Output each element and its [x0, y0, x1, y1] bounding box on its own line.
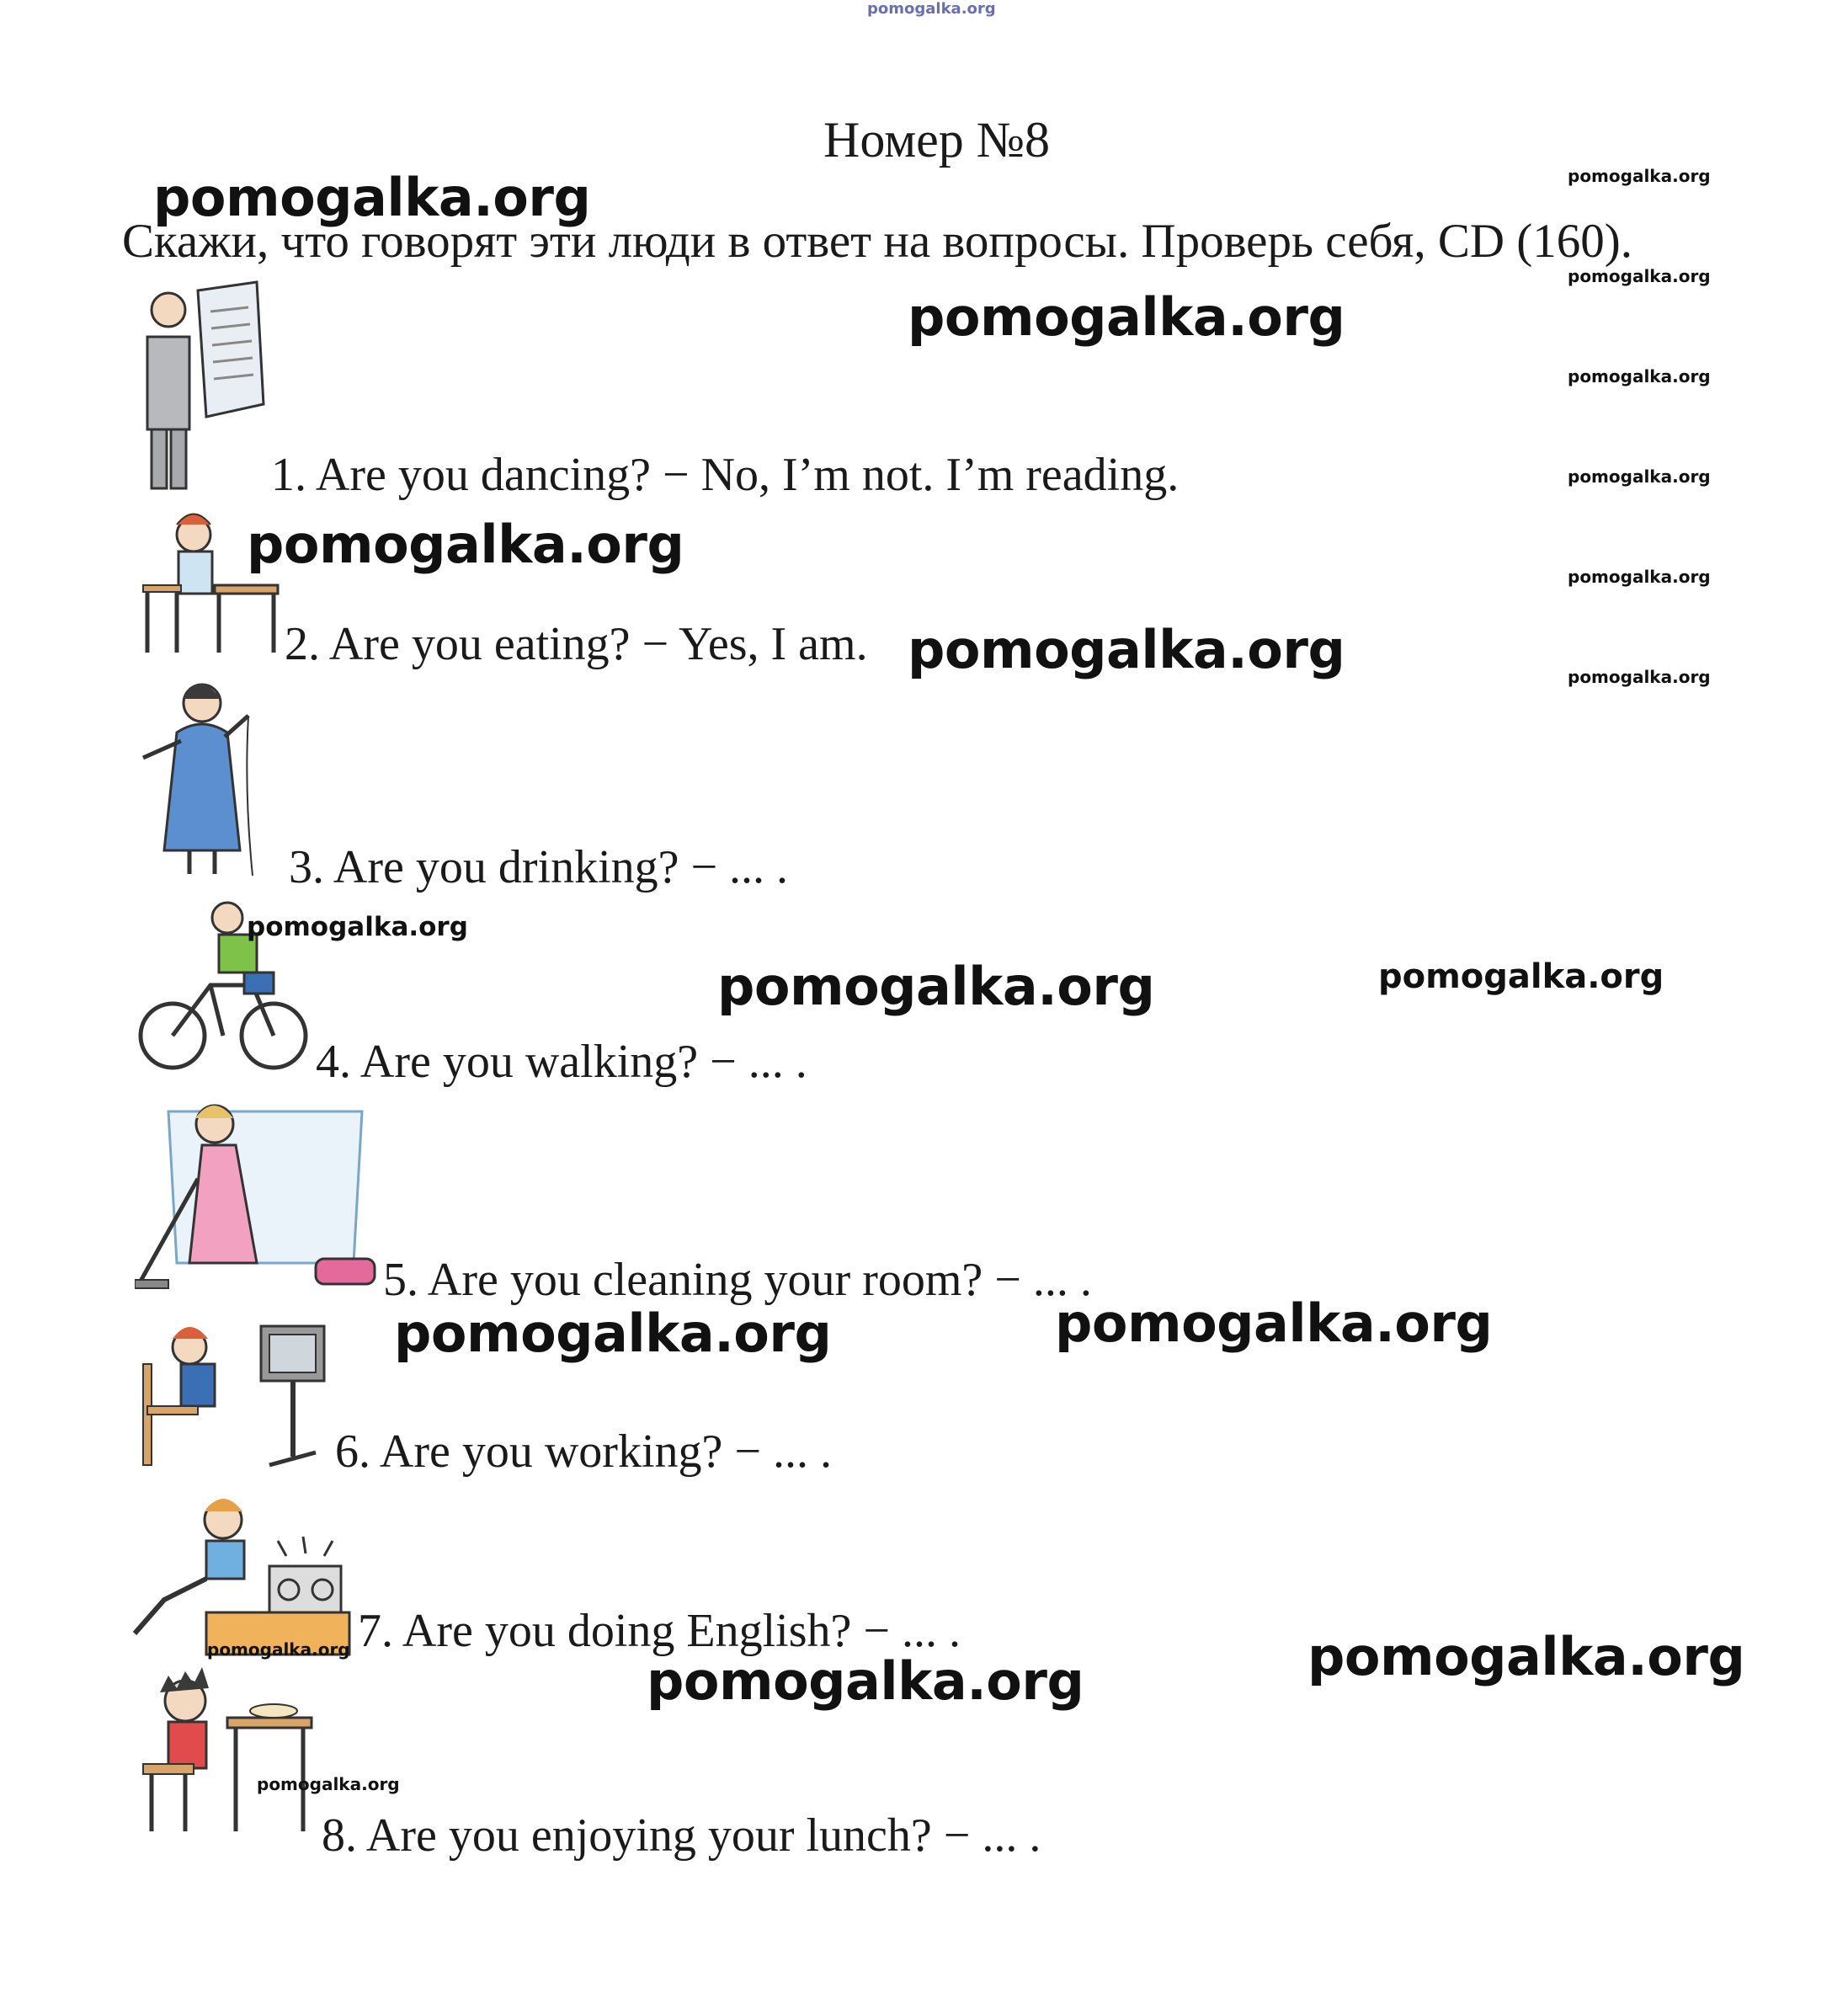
girl-watching-tv-illustration: [135, 1318, 337, 1478]
watermark: pomogalka.org: [247, 514, 684, 575]
watermark: pomogalka.org: [257, 1774, 400, 1794]
exercise-item-8: 8. Are you enjoying your lunch? − ... .: [322, 1809, 1041, 1862]
watermark: pomogalka.org: [247, 912, 468, 942]
exercise-item-3: 3. Are you drinking? − ... .: [289, 841, 789, 893]
boy-listening-radio-illustration: [130, 1490, 358, 1659]
watermark: pomogalka.org: [1568, 266, 1711, 286]
angry-girl-lunch-illustration: [135, 1667, 320, 1836]
header-watermark: pomogalka.org: [867, 0, 996, 18]
instruction-text: Скажи, что говорят эти люди в ответ на вопросы. Проверь себя, CD (160).: [122, 215, 1632, 268]
watermark: pomogalka.org: [1568, 466, 1711, 487]
watermark: pomogalka.org: [1055, 1292, 1493, 1354]
watermark: pomogalka.org: [394, 1303, 832, 1364]
exercise-item-1: 1. Are you dancing? − No, I’m not. I’m reading.: [271, 449, 1180, 501]
woman-vacuuming-illustration: [135, 1095, 387, 1297]
woman-singing-illustration: [130, 674, 278, 880]
watermark: pomogalka.org: [1568, 667, 1711, 687]
exercise-item-4: 4. Are you walking? − ... .: [316, 1036, 807, 1088]
watermark: pomogalka.org: [1307, 1626, 1745, 1687]
watermark: pomogalka.org: [207, 1639, 350, 1660]
watermark: pomogalka.org: [717, 956, 1155, 1017]
watermark: pomogalka.org: [153, 167, 591, 228]
watermark: pomogalka.org: [1568, 366, 1711, 386]
watermark: pomogalka.org: [1378, 957, 1664, 996]
watermark: pomogalka.org: [1568, 166, 1711, 186]
exercise-item-5: 5. Are you cleaning your room? − ... .: [383, 1254, 1092, 1306]
watermark: pomogalka.org: [908, 619, 1345, 680]
exercise-item-2: 2. Are you eating? − Yes, I am.: [285, 618, 868, 670]
exercise-item-6: 6. Are you working? − ... .: [335, 1425, 832, 1478]
man-reading-newspaper-illustration: [130, 278, 278, 493]
watermark: pomogalka.org: [1568, 567, 1711, 587]
exercise-item-7: 7. Are you doing English? − ... .: [358, 1605, 961, 1657]
page-title: Номер №8: [823, 112, 1051, 168]
watermark: pomogalka.org: [647, 1650, 1084, 1712]
watermark: pomogalka.org: [908, 286, 1345, 348]
